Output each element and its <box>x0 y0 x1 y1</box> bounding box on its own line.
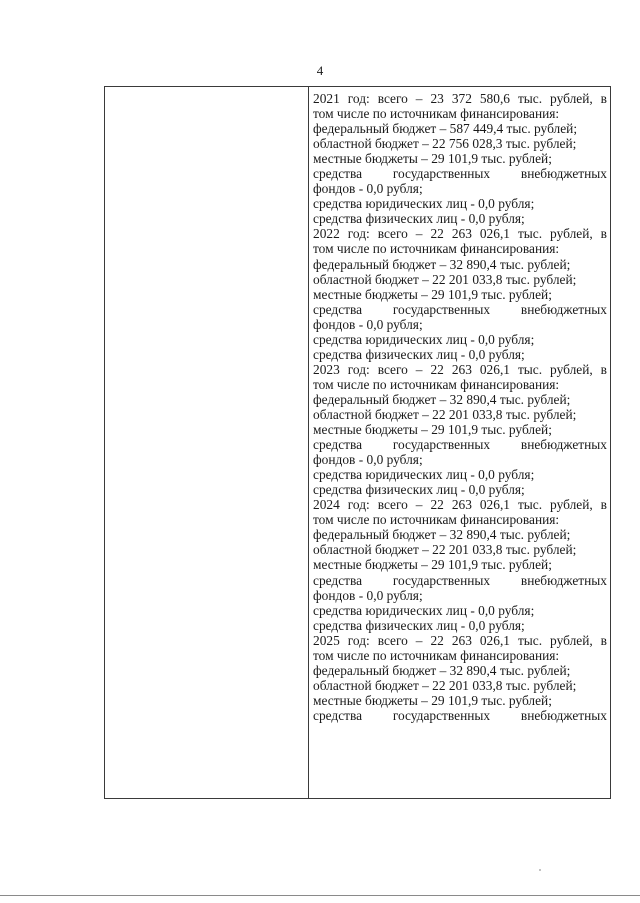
funding-text-line: 2021 год: всего – 23 372 580,6 тыс. рублей, в <box>313 91 607 106</box>
funding-text-line: областной бюджет – 22 201 033,8 тыс. рублей; <box>313 271 577 287</box>
funding-text-line: средства государственных внебюджетных <box>313 166 607 182</box>
funding-text-line: федеральный бюджет – 32 890,4 тыс. рублей; <box>313 391 571 407</box>
funding-text-line: 2023 год: всего – 22 263 026,1 тыс. рублей, в <box>313 361 607 377</box>
funding-text-line: федеральный бюджет – 32 890,4 тыс. рублей; <box>313 662 571 678</box>
funding-text-line: том числе по источникам финансирования: <box>313 512 560 528</box>
funding-text-line: фондов - 0,0 рубля; <box>313 587 423 603</box>
funding-text-line: местные бюджеты – 29 101,9 тыс. рублей; <box>313 422 552 438</box>
funding-text-line: фондов - 0,0 рубля; <box>313 181 423 197</box>
scan-edge-line <box>0 895 640 896</box>
funding-text-line: федеральный бюджет – 587 449,4 тыс. рублей; <box>313 121 578 137</box>
funding-text-line: средства государственных внебюджетных <box>313 437 607 453</box>
funding-text-line: 2022 год: всего – 22 263 026,1 тыс. рублей, в <box>313 226 607 242</box>
funding-text-line: том числе по источникам финансирования: <box>313 647 560 663</box>
funding-text-line: областной бюджет – 22 201 033,8 тыс. рублей; <box>313 406 577 422</box>
funding-text-line: средства физических лиц - 0,0 рубля; <box>313 617 525 633</box>
funding-text-line: средства юридических лиц - 0,0 рубля; <box>313 467 535 483</box>
funding-text-line: том числе по источникам финансирования: <box>313 241 560 257</box>
funding-text-line: средства юридических лиц - 0,0 рубля; <box>313 196 535 212</box>
funding-text-line: средства государственных внебюджетных <box>313 301 607 317</box>
funding-text-line: федеральный бюджет – 32 890,4 тыс. рублей; <box>313 256 571 272</box>
funding-text-line: средства юридических лиц - 0,0 рубля; <box>313 331 535 347</box>
column-divider <box>308 87 309 798</box>
funding-text-line: фондов - 0,0 рубля; <box>313 452 423 468</box>
funding-text-line: средства государственных внебюджетных <box>313 572 607 588</box>
funding-text-line: федеральный бюджет – 32 890,4 тыс. рублей; <box>313 527 571 543</box>
funding-text-line: 2025 год: всего – 22 263 026,1 тыс. рублей, в <box>313 632 607 648</box>
scan-artifact <box>539 869 541 871</box>
funding-text-line: местные бюджеты – 29 101,9 тыс. рублей; <box>313 557 552 573</box>
funding-text-line: 2024 год: всего – 22 263 026,1 тыс. рублей, в <box>313 497 607 513</box>
funding-text-line: средства государственных внебюджетных <box>313 707 607 723</box>
funding-text-line: том числе по источникам финансирования: <box>313 106 560 122</box>
funding-text-line: областной бюджет – 22 756 028,3 тыс. рублей; <box>313 136 577 152</box>
funding-text-line: средства юридических лиц - 0,0 рубля; <box>313 602 535 618</box>
funding-text-line: областной бюджет – 22 201 033,8 тыс. рублей; <box>313 542 577 558</box>
funding-details-cell <box>313 91 607 723</box>
funding-text-line: том числе по источникам финансирования: <box>313 376 560 392</box>
funding-text-line: средства физических лиц - 0,0 рубля; <box>313 482 525 498</box>
funding-text-line: средства физических лиц - 0,0 рубля; <box>313 346 525 362</box>
funding-text-line: местные бюджеты – 29 101,9 тыс. рублей; <box>313 151 552 167</box>
funding-text-line: областной бюджет – 22 201 033,8 тыс. рублей; <box>313 677 577 693</box>
page-number: 4 <box>316 63 324 78</box>
funding-text-line: средства физических лиц - 0,0 рубля; <box>313 211 525 227</box>
funding-text-line: местные бюджеты – 29 101,9 тыс. рублей; <box>313 692 552 708</box>
funding-text-line: фондов - 0,0 рубля; <box>313 316 423 332</box>
funding-table <box>104 86 611 799</box>
funding-text-line: местные бюджеты – 29 101,9 тыс. рублей; <box>313 286 552 302</box>
